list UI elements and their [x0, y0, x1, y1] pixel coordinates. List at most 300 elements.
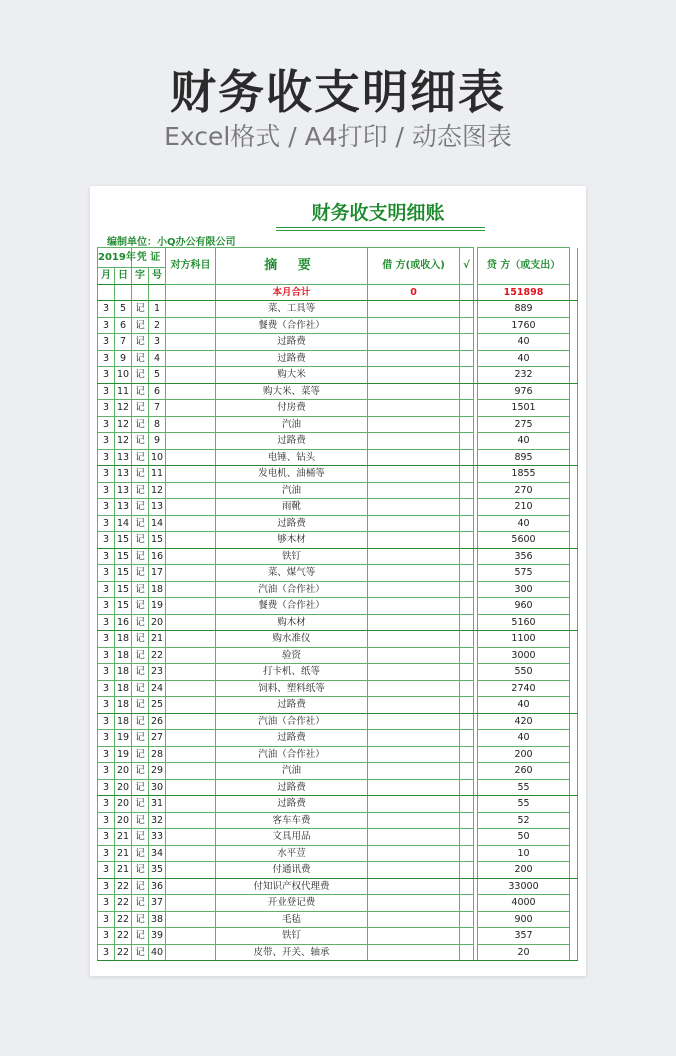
table-row [98, 367, 578, 384]
summary-cell: 菜、煤气等 [216, 565, 368, 582]
debit-cell [368, 400, 460, 417]
word-cell: 记 [132, 301, 149, 318]
check-cell [460, 763, 474, 780]
debit-cell [368, 317, 460, 334]
number-cell: 36 [149, 878, 166, 895]
table-row [98, 565, 578, 582]
month-cell: 3 [98, 532, 115, 549]
credit-cell: 420 [478, 713, 570, 730]
day-cell: 13 [115, 499, 132, 516]
debit-cell [368, 565, 460, 582]
word-cell: 记 [132, 449, 149, 466]
check-cell [460, 614, 474, 631]
number-cell: 28 [149, 746, 166, 763]
account-cell [166, 878, 216, 895]
debit-cell [368, 301, 460, 318]
word-cell: 记 [132, 433, 149, 450]
table-row [98, 713, 578, 730]
number-cell: 22 [149, 647, 166, 664]
credit-cell: 889 [478, 301, 570, 318]
day-cell: 5 [115, 301, 132, 318]
day-cell: 18 [115, 697, 132, 714]
column-gap [570, 730, 578, 747]
account-cell [166, 565, 216, 582]
check-cell [460, 416, 474, 433]
debit-cell [368, 845, 460, 862]
debit-cell [368, 647, 460, 664]
check-cell [460, 779, 474, 796]
summary-cell: 过路费 [216, 779, 368, 796]
column-gap [570, 631, 578, 648]
summary-cell: 客车车费 [216, 812, 368, 829]
column-gap [570, 334, 578, 351]
word-cell: 记 [132, 845, 149, 862]
header-account: 对方科目 [166, 248, 216, 285]
sheet-title: 财务收支明细账 [311, 202, 445, 224]
column-gap [570, 746, 578, 763]
word-cell: 记 [132, 565, 149, 582]
table-row [98, 466, 578, 483]
debit-cell [368, 862, 460, 879]
summary-cell: 文具用品 [216, 829, 368, 846]
credit-cell: 232 [478, 367, 570, 384]
summary-cell: 付知识产权代理费 [216, 878, 368, 895]
check-cell [460, 499, 474, 516]
day-cell: 15 [115, 548, 132, 565]
credit-cell: 40 [478, 350, 570, 367]
credit-cell: 5160 [478, 614, 570, 631]
month-cell: 3 [98, 334, 115, 351]
number-cell: 24 [149, 680, 166, 697]
summary-cell: 汽油 [216, 416, 368, 433]
day-cell: 18 [115, 680, 132, 697]
header-month: 月 [98, 268, 115, 285]
column-gap [570, 532, 578, 549]
number-cell: 30 [149, 779, 166, 796]
credit-cell: 210 [478, 499, 570, 516]
day-cell: 19 [115, 746, 132, 763]
column-gap [570, 829, 578, 846]
table-row [98, 499, 578, 516]
debit-cell [368, 796, 460, 813]
day-cell: 6 [115, 317, 132, 334]
column-gap [570, 911, 578, 928]
month-cell: 3 [98, 350, 115, 367]
day-cell: 7 [115, 334, 132, 351]
day-cell: 22 [115, 928, 132, 945]
summary-cell: 汽油（合作社） [216, 746, 368, 763]
table-row [98, 449, 578, 466]
summary-cell: 付通讯费 [216, 862, 368, 879]
summary-cell: 够木材 [216, 532, 368, 549]
column-gap [570, 317, 578, 334]
account-cell [166, 466, 216, 483]
table-row [98, 730, 578, 747]
table-row [98, 664, 578, 681]
check-cell [460, 532, 474, 549]
word-cell: 记 [132, 350, 149, 367]
column-gap [570, 895, 578, 912]
header-year: 2019年 [98, 248, 132, 268]
number-cell: 31 [149, 796, 166, 813]
account-cell [166, 449, 216, 466]
month-cell: 3 [98, 878, 115, 895]
column-gap [570, 482, 578, 499]
credit-cell: 3000 [478, 647, 570, 664]
summary-cell: 过路费 [216, 697, 368, 714]
table-row [98, 482, 578, 499]
day-cell: 21 [115, 845, 132, 862]
column-gap [570, 862, 578, 879]
month-cell: 3 [98, 664, 115, 681]
credit-cell: 200 [478, 862, 570, 879]
month-cell: 3 [98, 779, 115, 796]
table-row [98, 350, 578, 367]
check-cell [460, 367, 474, 384]
check-cell [460, 449, 474, 466]
credit-cell: 895 [478, 449, 570, 466]
credit-cell: 356 [478, 548, 570, 565]
credit-cell: 960 [478, 598, 570, 615]
column-gap [570, 713, 578, 730]
month-cell: 3 [98, 928, 115, 945]
account-cell [166, 746, 216, 763]
number-cell: 17 [149, 565, 166, 582]
word-cell: 记 [132, 482, 149, 499]
month-cell: 3 [98, 697, 115, 714]
column-gap [570, 301, 578, 318]
check-cell [460, 878, 474, 895]
account-cell [166, 334, 216, 351]
credit-cell: 260 [478, 763, 570, 780]
table-row [98, 697, 578, 714]
debit-cell [368, 367, 460, 384]
month-cell: 3 [98, 647, 115, 664]
word-cell: 记 [132, 713, 149, 730]
debit-cell [368, 895, 460, 912]
summary-cell: 发电机、油桶等 [216, 466, 368, 483]
debit-cell [368, 763, 460, 780]
account-cell [166, 697, 216, 714]
table-row [98, 548, 578, 565]
month-cell: 3 [98, 895, 115, 912]
account-cell [166, 647, 216, 664]
header-summary: 摘 要 [216, 248, 368, 285]
credit-cell: 550 [478, 664, 570, 681]
account-cell [166, 796, 216, 813]
summary-cell: 汽油（合作社） [216, 713, 368, 730]
account-cell [166, 829, 216, 846]
credit-cell: 50 [478, 829, 570, 846]
word-cell: 记 [132, 878, 149, 895]
column-gap [570, 499, 578, 516]
word-cell: 记 [132, 928, 149, 945]
debit-cell [368, 334, 460, 351]
summary-cell: 过路费 [216, 350, 368, 367]
day-cell: 9 [115, 350, 132, 367]
account-cell [166, 631, 216, 648]
day-cell: 15 [115, 598, 132, 615]
day-cell: 13 [115, 449, 132, 466]
word-cell: 记 [132, 598, 149, 615]
debit-cell [368, 350, 460, 367]
credit-cell: 900 [478, 911, 570, 928]
summary-cell: 购木材 [216, 614, 368, 631]
day-cell: 18 [115, 647, 132, 664]
table-row [98, 862, 578, 879]
number-cell: 4 [149, 350, 166, 367]
account-cell [166, 416, 216, 433]
month-cell: 3 [98, 433, 115, 450]
account-cell [166, 664, 216, 681]
month-cell: 3 [98, 944, 115, 961]
check-cell [460, 944, 474, 961]
day-cell: 10 [115, 367, 132, 384]
day-cell: 22 [115, 895, 132, 912]
summary-cell: 毛毡 [216, 911, 368, 928]
debit-cell [368, 466, 460, 483]
account-cell [166, 367, 216, 384]
column-gap [570, 400, 578, 417]
column-gap [570, 449, 578, 466]
account-cell [166, 944, 216, 961]
month-cell: 3 [98, 911, 115, 928]
day-cell: 13 [115, 482, 132, 499]
number-cell: 3 [149, 334, 166, 351]
table-row [98, 598, 578, 615]
check-cell [460, 680, 474, 697]
account-cell [166, 433, 216, 450]
day-cell: 14 [115, 515, 132, 532]
month-cell: 3 [98, 482, 115, 499]
account-cell [166, 532, 216, 549]
check-cell [460, 548, 474, 565]
word-cell: 记 [132, 631, 149, 648]
debit-cell [368, 928, 460, 945]
credit-cell: 4000 [478, 895, 570, 912]
header-day: 日 [115, 268, 132, 285]
credit-cell: 10 [478, 845, 570, 862]
account-cell [166, 383, 216, 400]
debit-cell [368, 664, 460, 681]
summary-cell: 汽油 [216, 482, 368, 499]
number-cell: 10 [149, 449, 166, 466]
ledger-sheet [90, 186, 586, 976]
account-cell [166, 515, 216, 532]
word-cell: 记 [132, 862, 149, 879]
header-debit: 借 方(或收入) [368, 248, 460, 285]
column-gap [570, 350, 578, 367]
header-voucher: 凭 证 [132, 248, 166, 268]
debit-cell [368, 631, 460, 648]
number-cell: 13 [149, 499, 166, 516]
totals-row [98, 284, 578, 301]
table-row [98, 515, 578, 532]
month-cell: 3 [98, 763, 115, 780]
check-cell [460, 400, 474, 417]
account-cell [166, 680, 216, 697]
summary-cell: 餐费（合作社） [216, 598, 368, 615]
credit-cell: 357 [478, 928, 570, 945]
table-row [98, 317, 578, 334]
check-cell [460, 697, 474, 714]
day-cell: 20 [115, 779, 132, 796]
number-cell: 40 [149, 944, 166, 961]
summary-cell: 饲料、塑料纸等 [216, 680, 368, 697]
summary-cell: 过路费 [216, 515, 368, 532]
debit-cell [368, 383, 460, 400]
month-cell: 3 [98, 416, 115, 433]
month-cell: 3 [98, 367, 115, 384]
check-cell [460, 334, 474, 351]
month-cell: 3 [98, 862, 115, 879]
summary-cell: 购水准仪 [216, 631, 368, 648]
month-cell: 3 [98, 466, 115, 483]
number-cell: 19 [149, 598, 166, 615]
day-cell: 15 [115, 532, 132, 549]
column-gap [570, 614, 578, 631]
debit-cell [368, 911, 460, 928]
column-gap [570, 548, 578, 565]
credit-cell: 40 [478, 697, 570, 714]
debit-cell [368, 581, 460, 598]
month-cell: 3 [98, 565, 115, 582]
word-cell: 记 [132, 416, 149, 433]
word-cell: 记 [132, 730, 149, 747]
column-gap [570, 433, 578, 450]
number-cell: 18 [149, 581, 166, 598]
word-cell: 记 [132, 829, 149, 846]
account-cell [166, 763, 216, 780]
day-cell: 20 [115, 796, 132, 813]
number-cell: 14 [149, 515, 166, 532]
column-gap [570, 598, 578, 615]
word-cell: 记 [132, 680, 149, 697]
account-cell [166, 499, 216, 516]
check-cell [460, 482, 474, 499]
number-cell: 21 [149, 631, 166, 648]
word-cell: 记 [132, 911, 149, 928]
column-gap [570, 515, 578, 532]
column-gap [570, 581, 578, 598]
table-row [98, 763, 578, 780]
debit-cell [368, 878, 460, 895]
check-cell [460, 647, 474, 664]
word-cell: 记 [132, 499, 149, 516]
summary-cell: 餐费（合作社） [216, 317, 368, 334]
column-gap [570, 812, 578, 829]
day-cell: 18 [115, 631, 132, 648]
debit-cell [368, 730, 460, 747]
debit-cell [368, 614, 460, 631]
check-cell [460, 433, 474, 450]
day-cell: 12 [115, 416, 132, 433]
account-cell [166, 713, 216, 730]
day-cell: 18 [115, 713, 132, 730]
word-cell: 记 [132, 581, 149, 598]
month-cell: 3 [98, 548, 115, 565]
hero-title: 财务收支明细表 [170, 65, 506, 119]
totals-credit: 151898 [478, 284, 570, 301]
ledger-body [98, 301, 578, 961]
number-cell: 9 [149, 433, 166, 450]
number-cell: 20 [149, 614, 166, 631]
check-cell [460, 812, 474, 829]
debit-cell [368, 433, 460, 450]
day-cell: 12 [115, 433, 132, 450]
account-cell [166, 812, 216, 829]
number-cell: 1 [149, 301, 166, 318]
credit-cell: 270 [478, 482, 570, 499]
number-cell: 5 [149, 367, 166, 384]
summary-cell: 铁钉 [216, 548, 368, 565]
check-cell [460, 598, 474, 615]
number-cell: 34 [149, 845, 166, 862]
day-cell: 12 [115, 400, 132, 417]
table-row [98, 944, 578, 961]
table-row [98, 383, 578, 400]
column-gap [570, 383, 578, 400]
account-cell [166, 614, 216, 631]
word-cell: 记 [132, 614, 149, 631]
account-cell [166, 301, 216, 318]
credit-cell: 40 [478, 730, 570, 747]
table-row [98, 746, 578, 763]
check-cell [460, 829, 474, 846]
header-word: 字 [132, 268, 149, 285]
table-row [98, 779, 578, 796]
day-cell: 13 [115, 466, 132, 483]
debit-cell [368, 697, 460, 714]
credit-cell: 300 [478, 581, 570, 598]
word-cell: 记 [132, 779, 149, 796]
table-row [98, 911, 578, 928]
word-cell: 记 [132, 400, 149, 417]
table-row [98, 400, 578, 417]
number-cell: 7 [149, 400, 166, 417]
check-cell [460, 796, 474, 813]
credit-cell: 52 [478, 812, 570, 829]
debit-cell [368, 482, 460, 499]
account-cell [166, 730, 216, 747]
summary-cell: 铁钉 [216, 928, 368, 945]
check-cell [460, 581, 474, 598]
credit-cell: 575 [478, 565, 570, 582]
day-cell: 15 [115, 565, 132, 582]
word-cell: 记 [132, 317, 149, 334]
word-cell: 记 [132, 664, 149, 681]
check-cell [460, 713, 474, 730]
number-cell: 8 [149, 416, 166, 433]
credit-cell: 1855 [478, 466, 570, 483]
table-row [98, 928, 578, 945]
account-cell [166, 581, 216, 598]
table-row [98, 812, 578, 829]
check-cell [460, 383, 474, 400]
company-unit: 编制单位：小Q办公有限公司 [107, 237, 236, 248]
month-cell: 3 [98, 400, 115, 417]
debit-cell [368, 598, 460, 615]
credit-cell: 55 [478, 779, 570, 796]
check-cell [460, 631, 474, 648]
number-cell: 39 [149, 928, 166, 945]
summary-cell: 雨靴 [216, 499, 368, 516]
summary-cell: 过路费 [216, 433, 368, 450]
table-row [98, 647, 578, 664]
account-cell [166, 548, 216, 565]
day-cell: 15 [115, 581, 132, 598]
month-cell: 3 [98, 713, 115, 730]
